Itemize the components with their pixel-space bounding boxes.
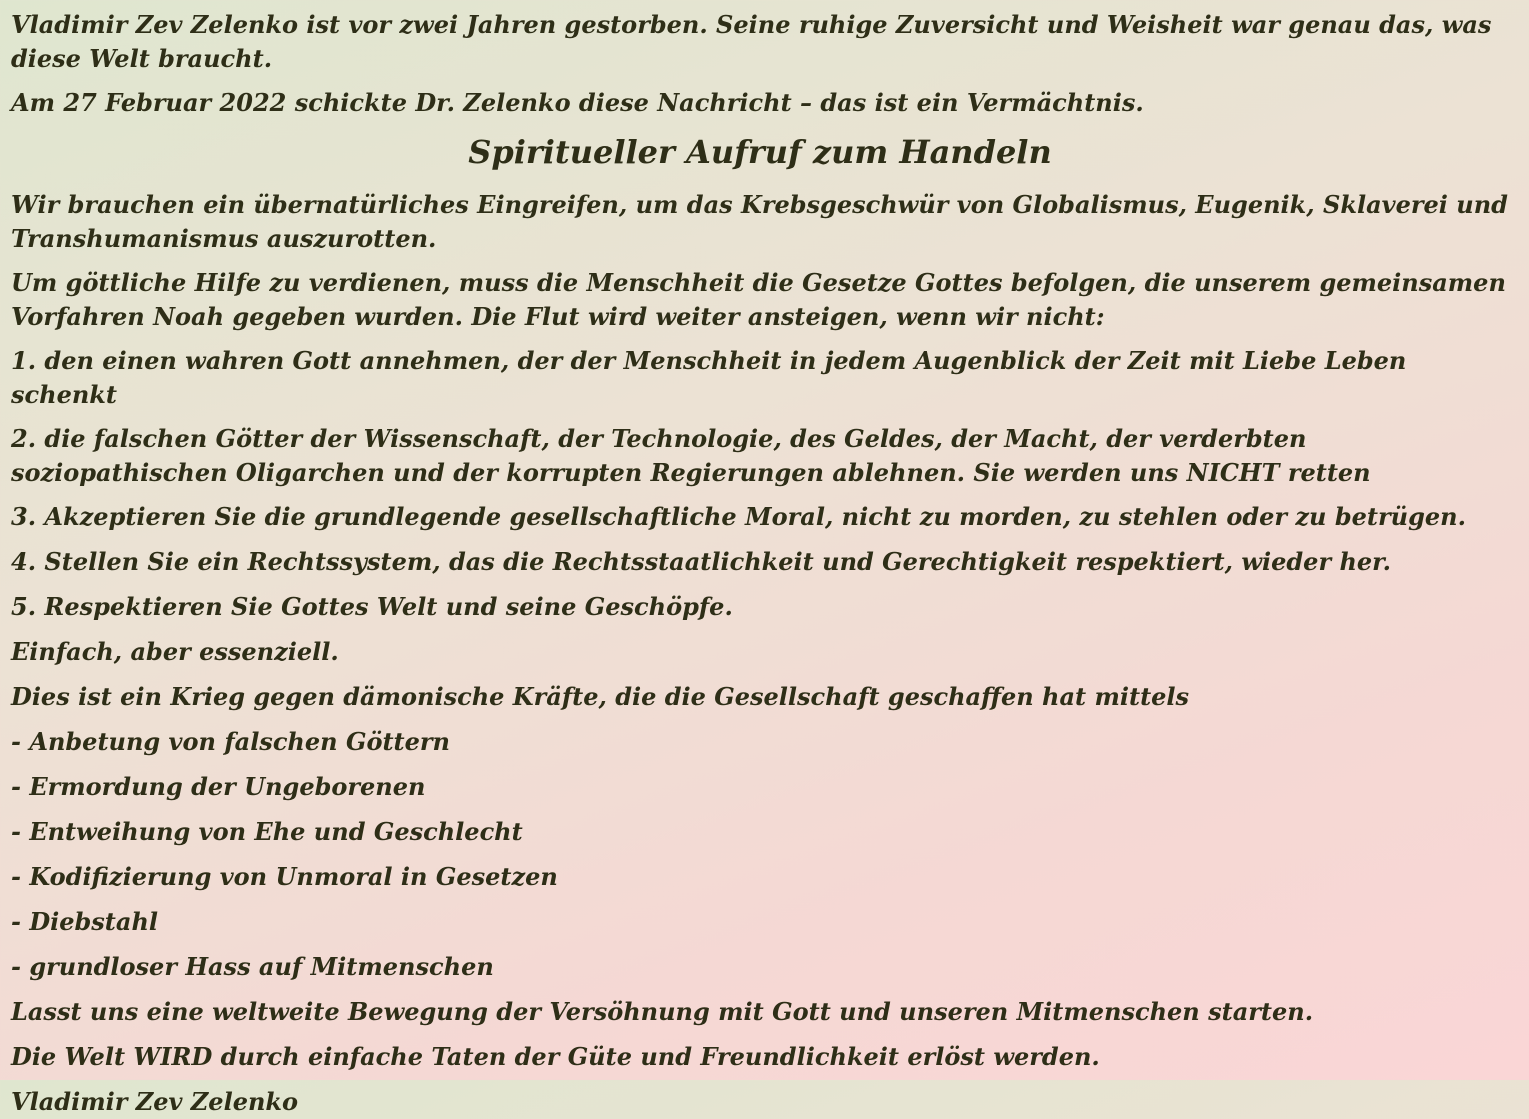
list-item: 2. die falschen Götter der Wissenschaft, der Technologie, des Geldes, der Macht, der verderbten soziopathischen Oligarchen und der korrupten Regierungen ablehnen. Sie werden uns NICHT retten [11,424,1371,487]
paragraph: Lasst uns eine weltweite Bewegung der Versöhnung mit Gott und unseren Mitmenschen starten. [11,997,1314,1026]
paragraph: Wir brauchen ein übernatürliches Eingreifen, um das Krebsgeschwür von Globalismus, Eugenik, Sklaverei und Transhumanismus auszurotten. [11,190,1508,253]
page-title: Spiritueller Aufruf zum Handeln [468,133,1052,171]
bullet-item: - Ermordung der Ungeborenen [11,772,426,801]
signature-name: Vladimir Zev Zelenko [11,1087,299,1116]
bullet-item: - Anbetung von falschen Göttern [11,727,450,756]
bullet-item: - Entweihung von Ehe und Geschlecht [11,817,523,846]
list-item: 3. Akzeptieren Sie die grundlegende gesellschaftliche Moral, nicht zu morden, zu stehlen oder zu betrügen. [11,502,1466,531]
bullet-item: - Kodifizierung von Unmoral in Gesetzen [11,862,558,891]
list-item: 4. Stellen Sie ein Rechtssystem, das die Rechtsstaatlichkeit und Gerechtigkeit respektiert, wieder her. [11,547,1391,576]
bullet-item: - Diebstahl [11,907,159,936]
list-item: 1. den einen wahren Gott annehmen, der der Menschheit in jedem Augenblick der Zeit mit Liebe Leben schenkt [11,346,1407,409]
list-item: 5. Respektieren Sie Gottes Welt und seine Geschöpfe. [11,592,733,621]
paragraph: Die Welt WIRD durch einfache Taten der Güte und Freundlichkeit erlöst werden. [11,1042,1100,1071]
intro-line: Vladimir Zev Zelenko ist vor zwei Jahren gestorben. Seine ruhige Zuversicht und Weisheit war genau das, was diese Welt braucht. [11,10,1492,73]
paragraph: Um göttliche Hilfe zu verdienen, muss die Menschheit die Gesetze Gottes befolgen, die unserem gemeinsamen Vorfahren Noah gegeben wurden. Die Flut wird weiter ansteigen, wenn wir nicht: [11,268,1506,331]
bullet-item: - grundloser Hass auf Mitmenschen [11,952,494,981]
intro-line: Am 27 Februar 2022 schickte Dr. Zelenko diese Nachricht – das ist ein Vermächtnis. [11,88,1144,117]
paragraph: Einfach, aber essenziell. [11,637,339,666]
paragraph: Dies ist ein Krieg gegen dämonische Kräfte, die die Gesellschaft geschaffen hat mittels [11,682,1190,711]
